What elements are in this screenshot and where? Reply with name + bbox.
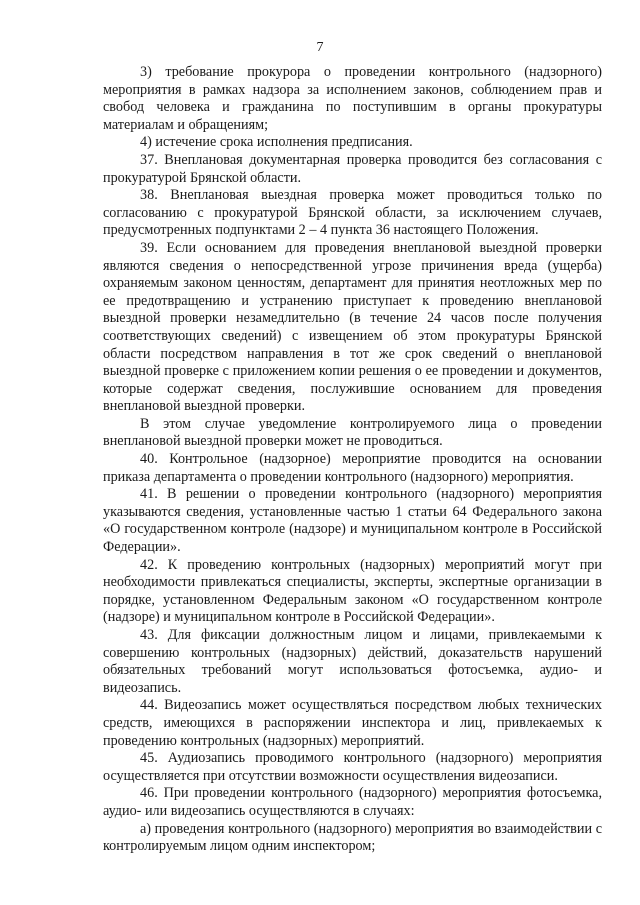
page-number: 7 [316, 40, 324, 55]
paragraph-37: 37. Внеплановая документарная проверка проводится без согласования с прокуратурой Брянской области. [103, 151, 602, 186]
paragraph-41: 41. В решении о проведении контрольного (надзорного) мероприятия указываются сведения, установленные частью 1 статьи 64 Федерального закона «О государственном контроле (надзоре) и муниципальном контроле в Российской Федерации». [103, 486, 602, 556]
document-body [103, 64, 602, 856]
paragraph-4-order-expiry: 4) истечение срока исполнения предписания. [140, 134, 413, 151]
paragraph-44: 44. Видеозапись может осуществляться посредством любых технических средств, имеющихся в распоряжении инспектора и лиц, привлекаемых к проведению контрольных (надзорных) мероприятий. [103, 697, 602, 749]
paragraph-45: 45. Аудиозапись проводимого контрольного (надзорного) мероприятия осуществляется при отсутствии возможности осуществления видеозаписи. [103, 750, 602, 784]
paragraph-3-prosecutor-requirement: 3) требование прокурора о проведении контрольного (надзорного) мероприятия в рамках надзора за исполнением законов, соблюдением прав и свобод человека и гражданина по поступившим в органы прокуратуры материалам и обращениям; [103, 64, 602, 133]
paragraph-39-notification: В этом случае уведомление контролируемого лица о проведении внеплановой выездной проверки может не проводиться. [103, 415, 602, 450]
paragraph-43: 43. Для фиксации должностным лицом и лицами, привлекаемыми к совершению контрольных (надзорных) действий, доказательств нарушений обязательных требований могут использоваться фотосъемка, аудио- и видеозапись. [103, 627, 602, 696]
paragraph-46-a: а) проведения контрольного (надзорного) мероприятия во взаимодействии с контролируемым лицом одним инспектором; [103, 820, 602, 855]
paragraph-42: 42. К проведению контрольных (надзорных) мероприятий могут при необходимости привлекаться специалисты, эксперты, экспертные организации в порядке, установленном Федеральным законом «О государственном контроле (надзоре) и муниципальном контроле в Российской Федерации». [103, 556, 602, 626]
paragraph-40: 40. Контрольное (надзорное) мероприятие проводится на основании приказа департамента о проведении контрольного (надзорного) мероприятия. [103, 451, 602, 485]
paragraph-46: 46. При проведении контрольного (надзорного) мероприятия фотосъемка, аудио- или видеозапись осуществляются в случаях: [103, 785, 602, 819]
paragraph-38: 38. Внеплановая выездная проверка может проводиться только по согласованию с прокуратурой Брянской области, за исключением случаев, предусмотренных подпунктами 2 – 4 пункта 36 настоящего Положения. [103, 187, 602, 239]
paragraph-39: 39. Если основанием для проведения внеплановой выездной проверки являются сведения о непосредственной угрозе причинения вреда (ущерба) охраняемым законом ценностям, департамент для принятия неотложных мер по ее предотвращению и устранению приступает к проведению внеплановой выездной проверки незамедлительно (в течение 24 часов после получения соответствующих сведений) с извещением об этом прокуратуры Брянской области посредством направления в тот же срок сведений о внеплановой выездной проверке с приложением копии решения о ее проведении и документов, которые содержат сведения, послужившие основанием для проведения внеплановой выездной проверки. [103, 239, 602, 415]
